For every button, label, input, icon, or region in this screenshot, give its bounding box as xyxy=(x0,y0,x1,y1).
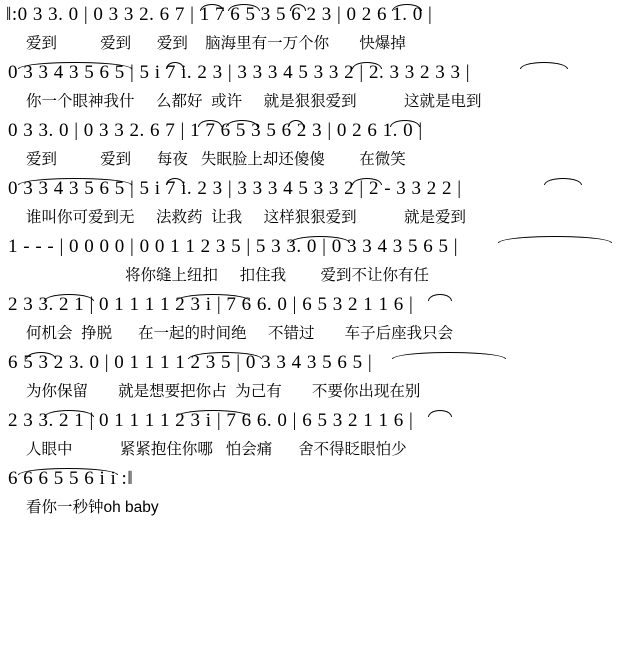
notation-row: 1 - - - | 0 0 0 0 | 0 0 1 1 2 3 5 | 5 3 3. 0 | 0 3 3 4 3 5 6 5 | xyxy=(8,236,458,257)
notation-row: 0 3 3 4 3 5 6 5 | 5 i 7 i. 2 3 | 3 3 3 4 5 3 3 2 | 2. 3 3 2 3 3 | xyxy=(8,62,471,83)
lyrics-row: 将你缝上纽扣 扣住我 爱到不让你有任 xyxy=(26,267,430,284)
notation-row: 0 3 3. 0 | 0 3 3 2. 6 7 | 1 7 6 5 3 5 6 2 3 | 0 2 6 1. 0 | xyxy=(8,120,423,141)
score-line xyxy=(0,0,623,58)
score-line xyxy=(0,290,623,348)
lyrics-row: 为你保留 就是想要把你占 为己有 不要你出现在别 xyxy=(26,383,421,400)
lyrics-row: 何机会 挣脱 在一起的时间绝 不错过 车子后座我只会 xyxy=(26,325,454,342)
notation-row: 0 3 3 4 3 5 6 5 | 5 i 7 i. 2 3 | 3 3 3 4 5 3 3 2 | 2 - 3 3 2 2 | xyxy=(8,178,462,199)
lyrics-row: 爱到 爱到 爱到 脑海里有一万个你 快爆掉 xyxy=(26,35,406,52)
notation-row: 2 3 3. 2 1 | 0 1 1 1 1 2 3 i | 7 6 6. 0 | 6 5 3 2 1 1 6 | xyxy=(8,294,414,315)
score-line xyxy=(0,464,623,522)
lyrics-row: 爱到 爱到 每夜 失眠脸上却还傻傻 在微笑 xyxy=(26,151,406,168)
notation-row: 2 3 3. 2 1 | 0 1 1 1 1 2 3 i | 7 6 6. 0 | 6 5 3 2 1 1 6 | xyxy=(8,410,414,431)
lyrics-row: 谁叫你可爱到无 法救药 让我 这样狠狠爱到 就是爱到 xyxy=(26,209,467,226)
lyrics-row: 看你一秒钟oh baby xyxy=(26,499,159,516)
notation-row: ‖:0 3 3. 0 | 0 3 3 2. 6 7 | 1 7 6 5 3 5 6 2 3 | 0 2 6 1. 0 | xyxy=(6,4,433,25)
notation-row: 6 6 6 5 5 6 i i :‖ xyxy=(8,468,134,489)
lyrics-row: 人眼中 紧紧抱住你哪 怕会痛 舍不得眨眼怕少 xyxy=(26,441,407,458)
score-line xyxy=(0,116,623,174)
score-line xyxy=(0,58,623,116)
score-line xyxy=(0,348,623,406)
lyrics-row: 你一个眼神我什 么都好 或许 就是狠狠爱到 这就是电到 xyxy=(26,93,482,110)
score-line xyxy=(0,406,623,464)
notation-row: 6 5 3 2 3. 0 | 0 1 1 1 1 2 3 5 | 0 3 3 4 3 5 6 5 | xyxy=(8,352,373,373)
score-line xyxy=(0,232,623,290)
score-line xyxy=(0,174,623,232)
